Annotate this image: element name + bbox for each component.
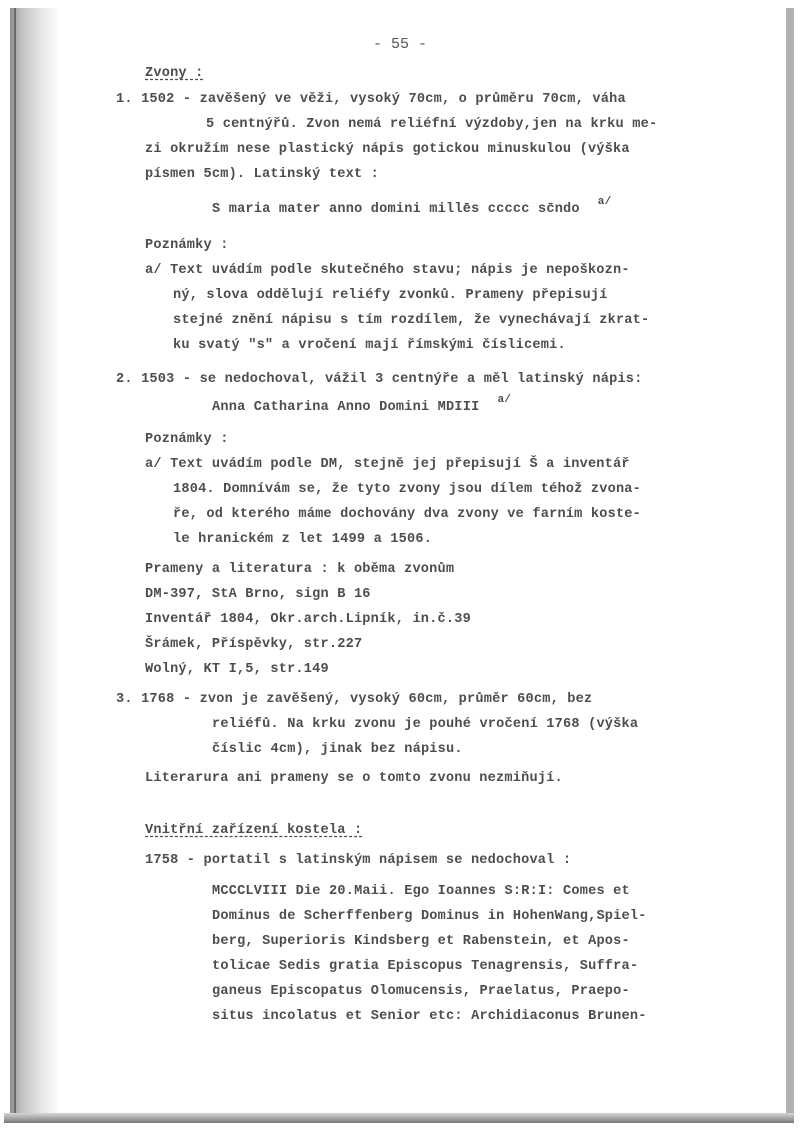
note-line: a/ Text uvádím podle DM, stejně jej přepisují Š a inventář <box>145 457 630 472</box>
note-line: ře, od kterého máme dochovány dva zvony ve farním koste- <box>173 507 642 522</box>
interior-inscription-line: Dominus de Scherffenberg Dominus in HohenWang,Spiel- <box>212 909 647 924</box>
interior-inscription-line: situs incolatus et Senior etc: Archidiaconus Brunen- <box>212 1009 647 1024</box>
page-number: - 55 - <box>372 36 427 53</box>
source-item: DM-397, StA Brno, sign B 16 <box>145 587 371 602</box>
bell-1-line: 1. 1502 - zavěšený ve věži, vysoký 70cm, o průměru 70cm, váha <box>116 92 626 107</box>
inscription-text: Anna Catharina Anno Domini MDIII <box>212 400 480 415</box>
bell-1-line: písmen 5cm). Latinský text : <box>145 167 380 182</box>
scan-edge-left <box>14 8 16 1123</box>
bell-3-line: 3. 1768 - zvon je zavěšený, vysoký 60cm, průměr 60cm, bez <box>116 692 593 707</box>
bell-1-inscription <box>212 196 612 217</box>
footnote-marker: a/ <box>497 394 512 406</box>
notes-label: Poznámky : <box>145 432 229 447</box>
source-item: Wolný, KT I,5, str.149 <box>145 662 329 677</box>
section-heading-interior: Vnitřní zařízení kostela : <box>145 823 363 838</box>
interior-inscription-line: berg, Superioris Kindsberg et Rabenstein, et Apos- <box>212 934 630 949</box>
note-line: 1804. Domnívám se, že tyto zvony jsou dílem téhož zvona- <box>173 482 642 497</box>
note-line: le hranickém z let 1499 a 1506. <box>173 532 433 547</box>
bell-1-line: zi okružím nese plastický nápis gotickou minuskulou (výška <box>145 142 630 157</box>
interior-inscription-line: ganeus Episcopatus Olomucensis, Praelatus, Praepo- <box>212 984 630 999</box>
footnote-marker: a/ <box>597 196 612 208</box>
source-item: Inventář 1804, Okr.arch.Lipník, in.č.39 <box>145 612 471 627</box>
sources-label: Prameny a literatura : k oběma zvonům <box>145 562 455 577</box>
section-heading-bells: Zvony : <box>145 66 204 81</box>
inscription-abbrev: ēs <box>462 202 480 217</box>
source-item: Šrámek, Příspěvky, str.227 <box>145 637 363 652</box>
interior-inscription-line: MCCCLVIII Die 20.Maii. Ego Ioannes S:R:I: Comes et <box>212 884 630 899</box>
scan-edge-bottom <box>4 1113 794 1123</box>
bell-3-literature: Literarura ani prameny se o tomto zvonu nezmiňují. <box>145 771 563 786</box>
interior-item-line: 1758 - portatil s latinským nápisem se nedochoval : <box>145 853 572 868</box>
bell-3-line: reliéfů. Na krku zvonu je pouhé vročení 1768 (výška <box>212 717 639 732</box>
note-line: ku svatý "s" a vročení mají římskými číslicemi. <box>173 338 566 353</box>
inscription-text: S maria mater anno domini mill <box>212 202 463 217</box>
note-line: ný, slova oddělují reliéfy zvonků. Prameny přepisují <box>173 288 608 303</box>
note-line: a/ Text uvádím podle skutečného stavu; nápis je nepoškozn- <box>145 263 630 278</box>
scan-edge-right <box>786 8 794 1123</box>
note-line: stejné znění nápisu s tím rozdílem, že vynechávají zkrat- <box>173 313 650 328</box>
inscription-text: ccccc <box>479 202 538 217</box>
scan-shadow-left <box>10 8 60 1123</box>
bell-1-line: 5 centnýřů. Zvon nemá reliéfní výzdoby,jen na krku me- <box>206 117 658 132</box>
bell-3-line: číslic 4cm), jinak bez nápisu. <box>212 742 463 757</box>
inscription-text: ndo <box>554 202 580 217</box>
bell-2-inscription <box>212 394 512 415</box>
interior-inscription-line: tolicae Sedis gratia Episcopus Tenagrensis, Suffra- <box>212 959 639 974</box>
bell-2-line: 2. 1503 - se nedochoval, vážil 3 centnýře a měl latinský nápis: <box>116 372 643 387</box>
notes-label: Poznámky : <box>145 238 229 253</box>
inscription-abbrev: sc̄ <box>537 202 555 217</box>
